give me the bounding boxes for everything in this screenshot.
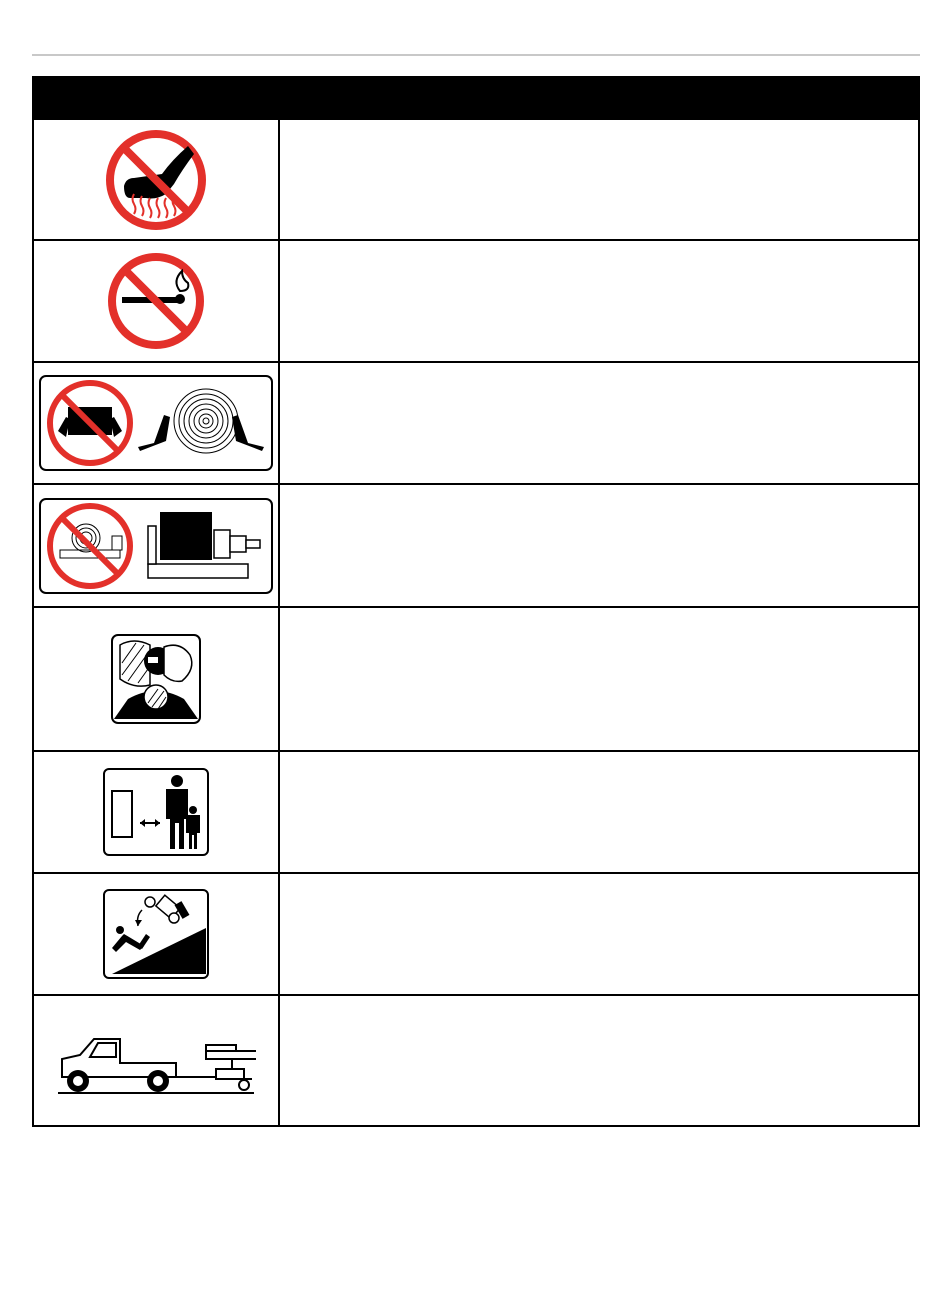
table-header bbox=[34, 78, 918, 118]
meaning-cell bbox=[280, 363, 918, 483]
table-row bbox=[34, 239, 918, 361]
meaning-cell bbox=[280, 874, 918, 994]
table-row bbox=[34, 361, 918, 483]
header-symbol bbox=[34, 78, 280, 118]
table-row bbox=[34, 483, 918, 606]
symbol-cell bbox=[34, 120, 280, 239]
split-round-logs-only-icon bbox=[38, 373, 274, 473]
meaning-cell bbox=[280, 485, 918, 606]
meaning-cell bbox=[280, 120, 918, 239]
no-touch-hot-surface-icon bbox=[104, 128, 208, 232]
tow-behind-truck-icon bbox=[56, 1021, 256, 1101]
symbol-cell bbox=[34, 485, 280, 606]
meaning-cell bbox=[280, 996, 918, 1125]
table-row bbox=[34, 994, 918, 1125]
tip-over-on-slope-icon bbox=[102, 888, 210, 980]
table-row bbox=[34, 872, 918, 994]
keep-bystanders-away-icon bbox=[102, 767, 210, 857]
wear-eye-and-hearing-protection-icon bbox=[110, 633, 202, 725]
symbol-cell bbox=[34, 874, 280, 994]
no-open-flame-icon bbox=[106, 251, 206, 351]
table-row bbox=[34, 750, 918, 872]
top-rule bbox=[32, 54, 920, 56]
symbol-cell bbox=[34, 996, 280, 1125]
table-row bbox=[34, 606, 918, 750]
symbol-cell bbox=[34, 241, 280, 361]
meaning-cell bbox=[280, 752, 918, 872]
safety-symbols-table bbox=[32, 76, 920, 1127]
symbol-cell bbox=[34, 608, 280, 750]
symbol-cell bbox=[34, 752, 280, 872]
meaning-cell bbox=[280, 241, 918, 361]
symbol-cell bbox=[34, 363, 280, 483]
meaning-cell bbox=[280, 608, 918, 750]
header-meaning bbox=[280, 78, 918, 118]
table-row bbox=[34, 118, 918, 239]
log-fully-seated-in-cradle-icon bbox=[38, 496, 274, 596]
